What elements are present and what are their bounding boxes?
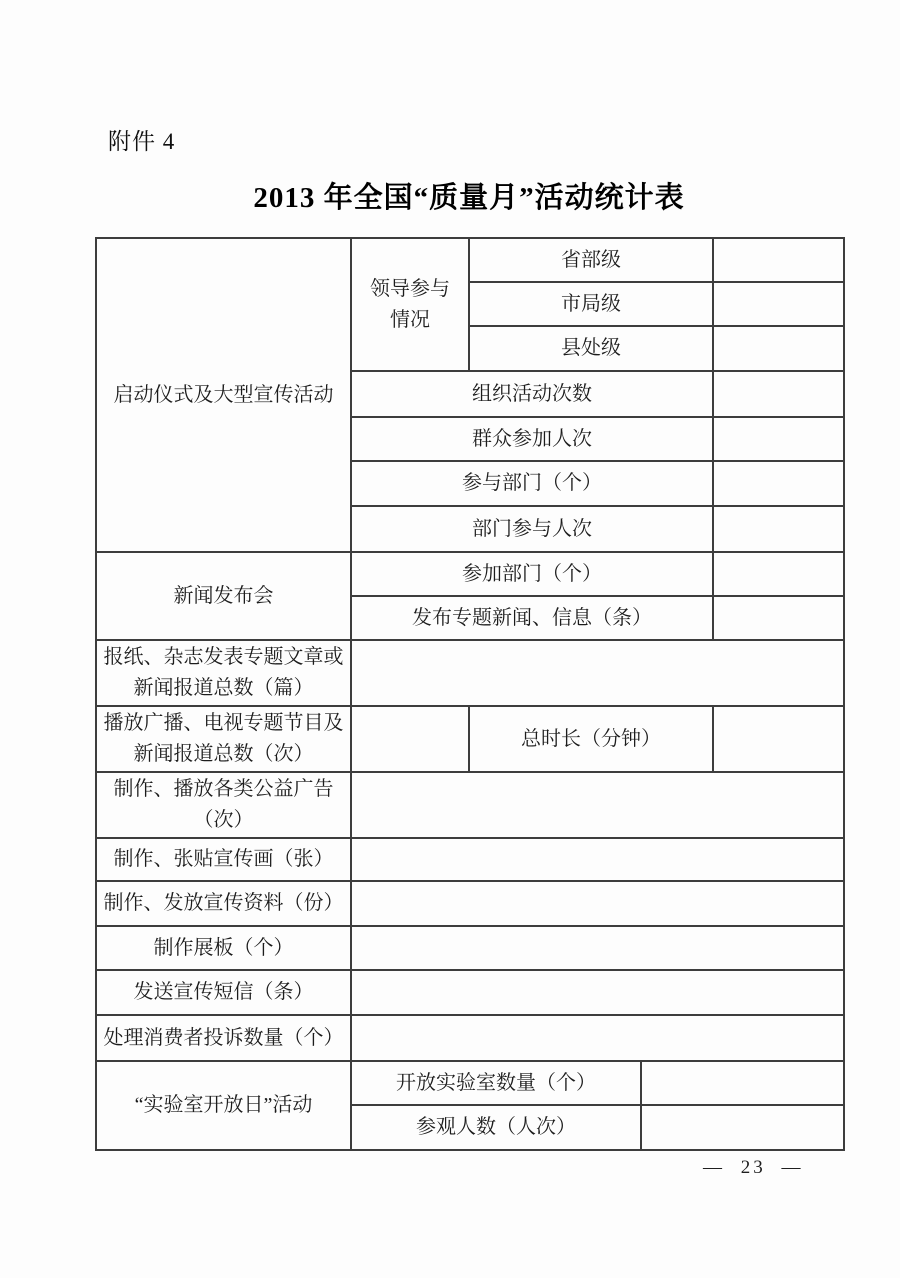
value-cell-department-participant-count <box>713 506 844 552</box>
value-cell-consumer-complaints <box>351 1015 844 1061</box>
page-number: — 23 — <box>703 1157 804 1178</box>
row-label-launch-ceremony: 启动仪式及大型宣传活动 <box>96 238 351 552</box>
table-row <box>96 926 844 970</box>
value-cell-display-boards <box>351 926 844 970</box>
table-row <box>96 552 844 596</box>
value-cell-newspaper-magazine-articles <box>351 640 844 706</box>
table-row <box>96 1061 844 1105</box>
value-cell-promo-materials <box>351 881 844 926</box>
row-label-broadcast-tv-programs: 播放广播、电视专题节目及新闻报道总数（次） <box>96 706 351 772</box>
cell-county-level: 县处级 <box>469 326 713 371</box>
table-row <box>96 970 844 1015</box>
cell-visitor-count: 参观人数（人次） <box>351 1105 641 1150</box>
cell-attending-departments: 参加部门（个） <box>351 552 713 596</box>
statistics-table <box>95 237 845 1151</box>
row-label-public-service-ads: 制作、播放各类公益广告（次） <box>96 772 351 838</box>
leader-participation-label: 领导参与情况 <box>370 277 450 331</box>
value-cell-public-service-ads <box>351 772 844 838</box>
cell-leader-participation <box>351 238 469 371</box>
value-cell-visitor-count <box>641 1105 844 1150</box>
cell-open-lab-count: 开放实验室数量（个） <box>351 1061 641 1105</box>
value-cell-county-level <box>713 326 844 371</box>
value-cell-published-news-info <box>713 596 844 640</box>
value-cell-broadcast-count <box>351 706 469 772</box>
value-cell-participating-departments <box>713 461 844 506</box>
cell-mass-participant-count: 群众参加人次 <box>351 417 713 461</box>
table-row <box>96 881 844 926</box>
row-label-lab-open-day: “实验室开放日”活动 <box>96 1061 351 1150</box>
value-cell-attending-departments <box>713 552 844 596</box>
table-row <box>96 1015 844 1061</box>
row-label-promo-materials: 制作、发放宣传资料（份） <box>96 881 351 926</box>
cell-city-level: 市局级 <box>469 282 713 326</box>
table-row <box>96 838 844 881</box>
table-row <box>96 238 844 282</box>
cell-department-participant-count: 部门参与人次 <box>351 506 713 552</box>
cell-organized-activity-count: 组织活动次数 <box>351 371 713 417</box>
row-label-newspaper-magazine-articles: 报纸、杂志发表专题文章或新闻报道总数（篇） <box>96 640 351 706</box>
value-cell-mass-participant-count <box>713 417 844 461</box>
table-row <box>96 772 844 838</box>
table-row <box>96 640 844 706</box>
row-label-posters-made: 制作、张贴宣传画（张） <box>96 838 351 881</box>
value-cell-open-lab-count <box>641 1061 844 1105</box>
value-cell-promo-sms <box>351 970 844 1015</box>
cell-province-level: 省部级 <box>469 238 713 282</box>
value-cell-total-duration <box>713 706 844 772</box>
page-title: 2013 年全国“质量月”活动统计表 <box>253 182 685 214</box>
value-cell-organized-activity-count <box>713 371 844 417</box>
attachment-label: 附件 4 <box>108 129 176 154</box>
row-label-press-conference: 新闻发布会 <box>96 552 351 640</box>
table-row <box>96 706 844 772</box>
row-label-consumer-complaints: 处理消费者投诉数量（个） <box>96 1015 351 1061</box>
cell-published-news-info: 发布专题新闻、信息（条） <box>351 596 713 640</box>
row-label-display-boards: 制作展板（个） <box>96 926 351 970</box>
cell-total-duration: 总时长（分钟） <box>469 706 713 772</box>
value-cell-city-level <box>713 282 844 326</box>
row-label-promo-sms: 发送宣传短信（条） <box>96 970 351 1015</box>
cell-participating-departments: 参与部门（个） <box>351 461 713 506</box>
value-cell-province-level <box>713 238 844 282</box>
value-cell-posters-made <box>351 838 844 881</box>
